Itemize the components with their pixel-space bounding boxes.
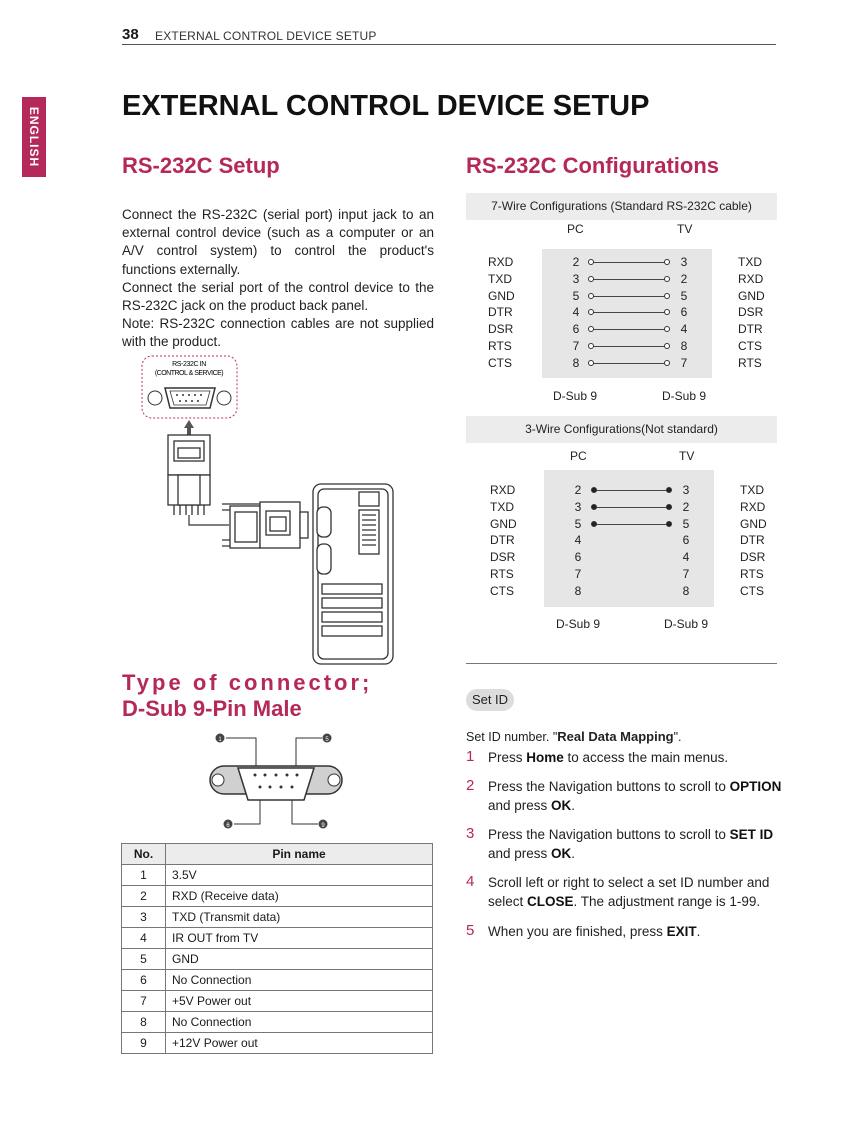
step-text: . [571,797,576,813]
pin-name: IR OUT from TV [166,928,433,949]
tv-pin: 7 [682,567,690,581]
rs232c-config-title: RS-232C Configurations [466,153,720,178]
wire-dot [591,504,597,510]
setup-paragraph-1: Connect the RS-232C (serial port) input jack to an external control device (such as a computer or an A/V control system) to control the product's functions externally. [122,207,434,277]
step-keyword: OPTION [729,779,782,794]
step-5 [466,923,786,942]
seven-wire-footer-left: D-Sub 9 [553,389,598,403]
tv-pin: 5 [682,516,690,531]
callout-label-1: RS-232C IN [172,361,206,368]
table-row [122,1012,433,1033]
setup-paragraph-2: Connect the serial port of the control device to the RS-232C jack on the product back panel. [122,279,434,314]
pc-pin: 3 [572,271,580,286]
pin-no: 5 [122,949,166,970]
setup-paragraph-3: Note: RS-232C connection cables are not supplied with the product. [122,316,434,350]
tv-pin: 5 [680,288,688,303]
pin-name: +12V Power out [166,1033,433,1054]
pin-name: No Connection [166,970,433,991]
step-3 [466,826,786,863]
running-header: EXTERNAL CONTROL DEVICE SETUP [155,29,377,43]
pc-signal: DTR [488,305,513,320]
table-row [122,907,433,928]
wire-connection [594,490,669,491]
seven-wire-footer-right: D-Sub 9 [662,389,707,403]
three-wire-tv-label: TV [679,449,695,463]
step-number: 2 [466,777,475,794]
wire-connection [591,363,667,364]
pc-pin: 4 [572,305,580,320]
tv-signal: DTR [738,322,763,337]
wire-dot [666,521,672,527]
pin-no: 2 [122,886,166,907]
pin-no: 6 [122,970,166,991]
wire-dot [588,293,594,299]
rs232c-setup-title: RS-232C Setup [122,153,280,178]
three-wire-pc-label: PC [570,449,587,463]
step-2 [466,778,786,815]
wire-dot [666,487,672,493]
pc-pin: 2 [572,255,580,269]
wire-dot [588,259,594,265]
step-text: to access the main menus. [563,750,729,765]
step-keyword: Home [526,750,564,765]
tv-pin: 8 [682,583,690,598]
wire-connection [591,312,667,313]
step-text: Press [488,750,527,765]
tv-signal: RTS [740,567,764,581]
pin6-marker-label: 6 [226,823,230,829]
set-id-intro-prefix: Set ID number. " [466,730,558,744]
pin-table [121,843,433,1054]
wire-connection [591,329,667,330]
pin-name: +5V Power out [166,991,433,1012]
cable-line [189,515,229,525]
step-text: and press [488,797,552,813]
step-1 [466,749,786,768]
seven-wire-pc-label: PC [567,222,584,236]
wire-dot [591,521,597,527]
col-pin-name: Pin name [166,844,433,865]
tv-pin: 4 [680,322,688,337]
pc-pin: 7 [574,567,582,581]
seven-wire-tv-label: TV [677,222,693,236]
pc-signal: DSR [490,550,516,565]
pc-signal: GND [488,288,515,303]
tv-pin: 6 [682,533,690,548]
pc-signal: RTS [490,567,514,581]
pc-signal: GND [490,516,517,531]
tv-signal: TXD [740,483,764,497]
connection-illustration [130,352,400,667]
rs232c-port-icon [148,388,231,408]
page-number: 38 [122,26,139,43]
wire-dot [664,293,670,299]
connector-title-line1: Type of connector; [122,670,373,695]
wire-connection [591,346,667,347]
step-number: 5 [466,922,475,939]
tv-signal: DSR [740,550,766,565]
set-id-intro [466,729,682,744]
tv-pin: 7 [680,355,688,370]
pc-signal: RXD [488,255,514,269]
step-text: Scroll left or right to select a set ID number and select [488,875,770,909]
pc-signal: RXD [490,483,516,497]
tv-pin: 2 [682,499,690,514]
wire-dot [591,487,597,493]
wire-dot [588,276,594,282]
pin-name: 3.5V [166,865,433,886]
step-number: 3 [466,825,475,842]
pin5-marker-label: 5 [325,737,329,743]
pc-pin: 8 [572,355,580,370]
tv-chassis [313,484,393,664]
pc-pin: 3 [574,499,582,514]
tv-signal: RXD [740,499,766,514]
tv-signal: GND [740,516,767,531]
wire-connection [594,524,669,525]
pc-pin: 8 [574,583,582,598]
pin-no: 7 [122,991,166,1012]
pin-no: 1 [122,865,166,886]
pc-pin: 7 [572,339,580,353]
pc-signal: CTS [490,583,514,598]
pin1-marker-label: 1 [218,737,222,743]
language-tab-label: ENGLISH [27,106,41,168]
pc-signal: CTS [488,355,512,370]
set-id-intro-bold: Real Data Mapping [557,729,674,744]
pc-pin: 6 [572,322,580,337]
step-number: 1 [466,748,475,765]
tv-pin: 3 [682,483,690,497]
pin-table-header [122,844,433,865]
pc-pin: 5 [572,288,580,303]
tv-signal: CTS [738,339,762,353]
step-text: . The adjustment range is 1-99. [573,893,761,909]
three-wire-header: 3-Wire Configurations(Not standard) [466,416,777,443]
wire-dot [664,276,670,282]
step-keyword: SET ID [729,827,774,842]
table-row [122,970,433,991]
header-divider [122,44,776,45]
language-tab [22,97,46,177]
pc-signal: RTS [488,339,512,353]
dsub9-connector-figure [200,728,350,836]
tv-signal: DTR [740,533,765,548]
pc-pin: 6 [574,550,582,565]
step-text: Press the Navigation buttons to scroll to [488,779,730,794]
pin9-marker-label: 9 [321,823,325,829]
pc-signal: DSR [488,322,514,337]
wire-dot [588,360,594,366]
step-keyword: EXIT [666,924,697,939]
section-divider [466,663,777,664]
wire-connection [591,279,667,280]
pin-name: TXD (Transmit data) [166,907,433,928]
col-no: No. [122,844,166,865]
pin-name: GND [166,949,433,970]
tv-pin: 8 [680,339,688,353]
tv-signal: RXD [738,271,764,286]
tv-signal: DSR [738,305,764,320]
table-row [122,991,433,1012]
pin-name: RXD (Receive data) [166,886,433,907]
pin1-leader [226,738,256,770]
step-text: . [571,845,576,861]
wire-dot [664,343,670,349]
table-row [122,1033,433,1054]
pin-name: No Connection [166,1012,433,1033]
wire-dot [666,504,672,510]
pc-pin: 4 [574,533,582,548]
setup-intro [122,206,434,352]
pin-no: 3 [122,907,166,928]
pin-no: 4 [122,928,166,949]
pc-signal: TXD [490,499,514,514]
connector-type-title [122,670,372,722]
pin5-leader [296,738,322,770]
pc-signal: TXD [488,271,512,286]
table-row [122,928,433,949]
vertical-plug [168,435,210,515]
horizontal-plug [222,502,308,548]
step-keyword: OK [551,797,572,813]
table-row [122,949,433,970]
pin-no: 8 [122,1012,166,1033]
wire-dot [664,360,670,366]
step-text: . [696,924,701,939]
step-text: Press the Navigation buttons to scroll to [488,827,730,842]
tv-pin: 2 [680,271,688,286]
tv-pin: 3 [680,255,688,269]
step-text: When you are finished, press [488,924,667,939]
wire-connection [594,507,669,508]
wire-dot [588,343,594,349]
step-4 [466,874,786,911]
tv-signal: TXD [738,255,762,269]
step-keyword: OK [551,845,572,861]
seven-wire-header: 7-Wire Configurations (Standard RS-232C cable) [466,193,777,220]
three-wire-footer-left: D-Sub 9 [556,617,601,631]
pin9-leader [292,798,318,824]
tv-pin: 6 [680,305,688,320]
page-title: EXTERNAL CONTROL DEVICE SETUP [122,90,650,122]
step-keyword: CLOSE [527,893,574,909]
pc-pin: 2 [574,483,582,497]
connector-title-line2: D-Sub 9-Pin Male [122,696,302,721]
step-number: 4 [466,873,475,890]
callout-label-2: (CONTROL & SERVICE) [154,370,224,377]
tv-signal: RTS [738,355,762,370]
tv-signal: CTS [740,583,764,598]
set-id-intro-suffix: ". [673,730,682,744]
pin-no: 9 [122,1033,166,1054]
tv-pin: 4 [682,550,690,565]
three-wire-footer-right: D-Sub 9 [664,617,709,631]
wire-connection [591,296,667,297]
pc-pin: 5 [574,516,582,531]
table-row [122,886,433,907]
table-row [122,865,433,886]
wire-dot [664,259,670,265]
tv-signal: GND [738,288,765,303]
pc-signal: DTR [490,533,515,548]
wire-connection [591,262,667,263]
pin6-leader [234,798,260,824]
set-id-pill: Set ID [466,689,514,711]
step-text: and press [488,845,552,861]
